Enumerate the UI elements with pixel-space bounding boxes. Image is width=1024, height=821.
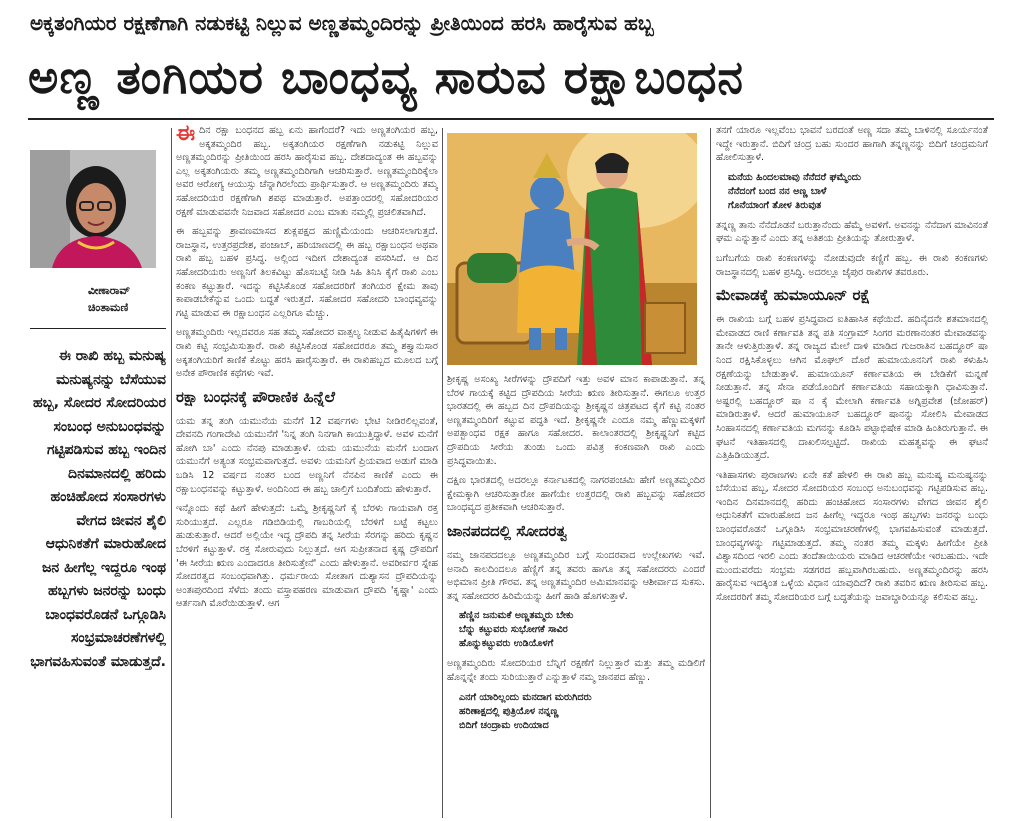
drop-cap: ಈ	[176, 124, 196, 146]
author-name: ವೀಣಾರಾವ್	[88, 284, 131, 297]
paragraph: ಯಮ ತನ್ನ ತಂಗಿ ಯಮುನೆಯ ಮನೆಗೆ 12 ವರ್ಷಗಳು ಭೇಟಿ ನೀಡಿರಲಿಲ್ಲವಂತೆ, ದೇವನದಿ ಗಂಗಾದೇವಿ ಯಮುನೆಗೆ 'ನಿನ್ನ ತಂಗಿ ನಿನಗಾಗಿ ಕಾಯುತ್ತಿದ್ದಾಳೆ. ಅವಳ ಮನೆಗೆ ಹೋಗಿ ಬಾ' ಎಂದು ನೆನಪು ಮಾಡುತ್ತಾಳೆ. ಯಮ ಯಮುನೆಯ ಮನೆಗೆ ಬಂದಾಗ ಯಮುನೆಗೆ ಅತ್ಯಂತ ಸಂಭ್ರಮವಾಗುತ್ತದೆ. ಅವಳು ಯಮನಿಗೆ ಪ್ರಿಯವಾದ ಅಡುಗೆ ಮಾಡಿ ಬಡಿಸಿ 12 ವರ್ಷದ ನಂತರ ಬಂದ ಅಣ್ಣನಿಗೆ ನೆನಪಿನ ಕಾಣಿಕೆ ಎಂದು ಈ ರಕ್ಷಾಬಂಧನವನ್ನು ಕಟ್ಟುತ್ತಾಳೆ. ಅಂದಿನಿಂದ ಈ ಹಬ್ಬ ಚಾಲ್ತಿಗೆ ಬಂದಿತೆಂದು ಹೇಳುತ್ತಾರೆ.	[176, 415, 438, 495]
paragraph: ಈ ಹಬ್ಬವನ್ನು ಶ್ರಾವಣಮಾಸದ ಶುಕ್ಲಪಕ್ಷದ ಹುಣ್ಣಿಮೆಯಂದು ಆಚರಿಸಲಾಗುತ್ತದೆ. ರಾಜಸ್ಥಾನ, ಉತ್ತರಪ್ರದೇಶ, ಪಂಜಾಬ್, ಹರಿಯಾಣದಲ್ಲಿ ಈ ಹಬ್ಬ ರಕ್ಷಾಬಂಧನ ಅಥವಾ ರಾಖಿ ಹಬ್ಬ ಬಹಳ ಪ್ರಸಿದ್ಧ. ಅಲ್ಲಿಂದ ಇದೀಗ ದೇಶಾದ್ಯಂತ ಪಸರಿಸಿದೆ. ಆ ದಿನ ಸಹೋದರಿಯರು ಅಣ್ಣನಿಗೆ ತಿಲಕವಿಟ್ಟು ಹೊಸಬಟ್ಟೆ ನೀಡಿ ಸಿಹಿ ತಿನಿಸಿ ಕೈಗೆ ರಾಖಿ ಎಂಬ ಕಂಕಣ ಕಟ್ಟುತ್ತಾರೆ. ಇದನ್ನು ಕಟ್ಟಿಸಿಕೊಂಡ ಸಹೋದರರಿಗೆ ತಂಗಿಯರ ಕ್ಷೇಮ ತಾವು ಕಾಪಾಡಬೇಕೆನ್ನುವ ಒಂದು ಬದ್ಧತೆ ಇರುತ್ತದೆ. ಸಹೋದರ ಸಹೋದರಿ ಬಾಂಧವ್ಯವನ್ನು ಗಟ್ಟಿ ಮಾಡುವ ಈ ರಕ್ಷಾಬಂಧನ ಎಲ್ಲರಿಗೂ ಮೆಚ್ಚು.	[176, 226, 438, 319]
folk-verse	[728, 171, 988, 213]
folk-verse	[459, 691, 705, 733]
article-column-2	[447, 373, 705, 818]
paragraph: ಅಣ್ಣತಮ್ಮಂದಿರು ಇಲ್ಲದವರೂ ಸಹ ತಮ್ಮ ಸಹೋದರ ವಾತ್ಸಲ್ಯ ನೀಡುವ ಹಿತೈಷಿಗಳಿಗೆ ಈ ರಾಖಿ ಕಟ್ಟಿ ಸಂಭ್ರಮಿಸುತ್ತಾರೆ. ರಾಖಿ ಕಟ್ಟಿಸಿಕೊಂಡ ಸಹೋದರರೂ ತಮ್ಮ ಶಕ್ತ್ಯಾನುಸಾರ ಅಕ್ಕತಂಗಿಯರಿಗೆ ಕಾಣಿಕೆ ಕೊಟ್ಟು ಹರಸಿ ಹಾರೈಸುತ್ತಾರೆ. ಈ ರಾಖಿಹಬ್ಬದ ಮೂಲದ ಬಗ್ಗೆ ಅನೇಕ ಪೌರಾಣಿಕ ಕಥೆಗಳು ಇವೆ.	[176, 327, 438, 380]
verse-line: ಬಿದಿಗೆ ಚಂದ್ರಾಮ ಉದಿಯಾದ	[459, 719, 549, 731]
paragraph: ಶ್ರೀಕೃಷ್ಣ ಅಸಂಖ್ಯ ಸೀರೆಗಳನ್ನು ದ್ರೌಪದಿಗೆ ಇತ್ತು ಅವಳ ಮಾನ ಕಾಪಾಡುತ್ತಾನೆ. ತನ್ನ ಬೆರಳ ಗಾಯಕ್ಕೆ ಕಟ್ಟಿದ ದ್ರೌಪದಿಯ ಸೀರೆಯ ಋಣ ತೀರಿಸುತ್ತಾನೆ. ಈಗಲೂ ಉತ್ತರ ಭಾರತದಲ್ಲಿ ಈ ಹಬ್ಬದ ದಿನ ದ್ರೌಪದಿಯನ್ನು ಶ್ರೀಕೃಷ್ಣನ ಚಿತ್ರಪಟದ ಕೈಗೆ ಕಟ್ಟಿ ನಂತರ ಅಣ್ಣತಮ್ಮಂದಿರಿಗೆ ಕಟ್ಟುವ ಪದ್ಧತಿ ಇದೆ. ಶ್ರೀಕೃಷ್ಣನೇ ಎಂದೂ ನಮ್ಮ ಹೆಣ್ಣುಮಕ್ಕಳಿಗೆ ಅಪತ್ಬಾಂಧವ ರಕ್ಷಕ ಹಾಗೂ ಸಹೋದರ. ಕಾಲಾಂತರದಲ್ಲಿ ಶ್ರೀಕೃಷ್ಣನಿಗೆ ಕಟ್ಟಿದ ದ್ರೌಪದಿಯ ಸೀರೆಯ ತುಂಡು ಒಂದು ಪವಿತ್ರ ಕಂಕಣವಾಗಿ ರಾಖಿ ಎಂದು ಪ್ರಸಿದ್ಧವಾಯಿತು.	[447, 374, 705, 467]
paragraph	[176, 124, 438, 219]
column-divider	[710, 128, 711, 818]
verse-line: ನೆನೆದಂಗೆ ಬಂದ ನನ ಅಣ್ಣ ಬಾಳೆ	[728, 185, 827, 197]
article-headline: ಅಣ್ಣ ತಂಗಿಯರ ಬಾಂಧವ್ಯ ಸಾರುವ ರಕ್ಷಾಬಂಧನ	[28, 50, 744, 104]
verse-line: ಮನೆಯ ಹಿಂದಲಮಾವು ನೆನೆದರೆ ಘಮ್ಮೆಂದು	[728, 171, 862, 183]
column-divider	[442, 128, 443, 818]
author-byline	[88, 282, 188, 316]
article-column-3	[716, 124, 988, 818]
section-subhead: ಮೇವಾಡಕ್ಕೆ ಹುಮಾಯೂನ್ ರಕ್ಷೆ	[716, 286, 871, 305]
folk-verse	[459, 609, 705, 651]
illustration-image	[447, 133, 697, 365]
author-portrait-icon	[30, 150, 156, 268]
author-place: ಚಿಂತಾಮಣಿ	[88, 301, 129, 314]
article-column-1	[176, 124, 438, 818]
paragraph: ಅಣ್ಣತಮ್ಮಂದಿರು ಸೋದರಿಯರ ಬೆನ್ನಿಗೆ ರಕ್ಷಣೆಗೆ ನಿಲ್ಲುತ್ತಾರೆ ಮತ್ತು ತಮ್ಮ ಮಡಿಲಿಗೆ ಹೊನ್ನನ್ನೇ ತಂದು ಸುರಿಯುತ್ತಾರೆ ಎನ್ನುತ್ತಾಳೆ ನಮ್ಮ ಜಾನಪದ ಹೆಣ್ಣು.	[447, 658, 705, 683]
paragraph: ನಮ್ಮ ಜಾನಪದದಲ್ಲೂ ಅಣ್ಣತಮ್ಮಂದಿರ ಬಗ್ಗೆ ಸುಂದರವಾದ ಉಲ್ಲೇಖಗಳು ಇವೆ. ಅನಾದಿ ಕಾಲದಿಂದಲೂ ಹೆಣ್ಣಿಗೆ ತನ್ನ ತವರು ಹಾಗೂ ತನ್ನ ಸಹೋದರರು ಎಂದರೆ ಅಭಿಮಾನ ಪ್ರೀತಿ ಗೌರವ. ತನ್ನ ಅಣ್ಣತಮ್ಮಂದಿರ ಅಮಿಮಾನವನ್ನು ಆಶೀರ್ವಾದ ಸುಕಸು. ತನ್ನ ಸಹೋದರರ ಹಿರಿಮೆಯನ್ನು ಹೀಗೆ ಹಾಡಿ ಹೊಗಳುತ್ತಾಳೆ.	[447, 549, 705, 602]
paragraph: ಇನ್ನೊಂದು ಕಥೆ ಹೀಗೆ ಹೇಳುತ್ತದೆ: ಒಮ್ಮೆ ಶ್ರೀಕೃಷ್ಣನಿಗೆ ಕೈ ಬೆರಳು ಗಾಯವಾಗಿ ರಕ್ತ ಸುರಿಯುತ್ತದೆ. ಎಲ್ಲರೂ ಗಡಿಬಿಡಿಯಲ್ಲಿ ಗಾಬರಿಯಲ್ಲಿ ಬೆರಳಿಗೆ ಬಟ್ಟೆ ಕಟ್ಟಲು ಹುಡುಕುತ್ತಾರೆ. ಆದರೆ ಅಲ್ಲಿಯೇ ಇದ್ದ ದ್ರೌಪದಿ ತನ್ನ ಸೀರೆಯ ಸೆರಗನ್ನು ಹರಿದು ಕೃಷ್ಣನ ಬೆರಳಿಗೆ ಕಟ್ಟುತ್ತಾಳೆ. ರಕ್ತ ಸೋರುವುದು ನಿಲ್ಲುತ್ತದೆ. ಆಗ ಸುಪ್ರೀತನಾದ ಕೃಷ್ಣ ದ್ರೌಪದಿಗೆ 'ಈ ಸೀರೆಯ ಋಣ ಎಂದಾದರೂ ತೀರಿಸುತ್ತೇನೆ' ಎಂದು ಹೇಳುತ್ತಾನೆ. ಅವರೀರ್ವರ ಸ್ನೇಹ ಸೋದರತ್ವದ ಸಂಬಂಧವಾಗಿತ್ತು. ಧರ್ಮರಾಯ ಸೋತಾಗ ದುಶ್ಯಾಸನ ದ್ರೌಪದಿಯನ್ನು ಅಂತಃಪುರದಿಂದ ಸೆಳೆದು ತಂದು ವಸ್ತ್ರಾಪಹರಣ ಮಾಡುವಾಗ ದ್ರೌಪದಿ 'ಕೃಷ್ಣಾ' ಎಂದು ಆರ್ತನಾಗಿ ಮೊರೆಯಿಡುತ್ತಾಳೆ. ಆಗ	[176, 503, 438, 610]
verse-line: ಹೆಣ್ಣಿನ ಜನುಮಕೆ ಅಣ್ಣತಮ್ಮರು ಬೇಕು	[459, 610, 574, 622]
headline-rule	[28, 118, 994, 120]
article-kicker: ಅಕ್ಕತಂಗಿಯರ ರಕ್ಷಣೆಗಾಗಿ ನಡುಕಟ್ಟಿ ನಿಲ್ಲುವ ಅಣ್ಣತಮ್ಮಂದಿರನ್ನು ಪ್ರೀತಿಯಿಂದ ಹರಸಿ ಹಾರೈಸುವ ಹಬ್ಬ	[30, 11, 654, 35]
paragraph: ಈ ರಾಖಿಯ ಬಗ್ಗೆ ಬಹಳ ಪ್ರಸಿದ್ಧವಾದ ಐತಿಹಾಸಿಕ ಕಥೆಯಿದೆ. ಹದಿನೈದನೇ ಶತಮಾನದಲ್ಲಿ ಮೇವಾಡದ ರಾಣಿ ಕರ್ಣಾವತಿ ತನ್ನ ಪತಿ ಸಂಗ್ರಾಮ್ ಸಿಂಗರ ಮರಣಾನಂತರ ಮೇವಾಡವನ್ನು ತಾನೇ ಆಳುತ್ತಿರುತ್ತಾಳೆ. ತನ್ನ ರಾಜ್ಯದ ಮೇಲೆ ದಾಳಿ ಮಾಡಿದ ಗುಜರಾತಿನ ಬಹದ್ದೂರ್ ಷಾ ನಿಂದ ರಕ್ಷಿಸಿಕೊಳ್ಳಲು ಆಗಿನ ಮೊಘಲ್ ದೊರೆ ಹುಮಾಯೂನನಿಗೆ ರಾಖಿ ಕಳುಹಿಸಿ ರಕ್ಷಣೆಯನ್ನು ಬೇಡುತ್ತಾಳೆ. ಹುಮಾಯೂನ್ ಕರ್ಣಾವತಿಯ ಈ ಬೇಡಿಕೆಗೆ ಮನ್ನಣೆ ನೀಡುತ್ತಾನೆ. ತನ್ನ ಸೇನಾ ಪಡೆಯೊಂದಿಗೆ ಕರ್ಣಾವತಿಯ ಸಹಾಯಕ್ಕಾಗಿ ಧಾವಿಸುತ್ತಾನೆ. ಅಷ್ಟರಲ್ಲಿ ಬಹದ್ದೂರ್ ಷಾ ನ ಕೈ ಮೇಲಾಗಿ ಕರ್ಣಾವತಿ ಅಗ್ನಿಪ್ರವೇಶ (ಜೋಹರ್) ಮಾಡಿರುತ್ತಾಳೆ. ಆದರೆ ಹುಮಾಯೂನ್ ಬಹದ್ದೂರ್ ಷಾನನ್ನು ಸೋಲಿಸಿ ಮೇವಾಡದ ಸಿಂಹಾಸನದಲ್ಲಿ ಕರ್ಣಾವತಿಯ ಮಗನನ್ನು ಕೂಡಿಸಿ ಪಟ್ಟಾಭಿಷೇಕ ಮಾಡಿ ಹಿಂತಿರುಗುತ್ತಾನೆ. ಈ ಘಟನೆ ಇತಿಹಾಸದಲ್ಲಿ ದಾಖಲಿಸಲ್ಪಟ್ಟಿದೆ. ರಾಖಿಯ ಮಹತ್ವವನ್ನು ಈ ಘಟನೆ ಎತ್ತಿಹಿಡಿಯುತ್ತದೆ.	[716, 314, 988, 462]
verse-line: ಹೊನ್ನುಕಟ್ಟುವರು ಉಡಿಯೊಳಗೆ	[459, 638, 554, 650]
verse-line: ಗೊನೆಯಾಂಗೆ ತೋಳ ತಿರುವುತ	[728, 199, 822, 211]
section-subhead: ರಕ್ಷಾ ಬಂಧನಕ್ಕೆ ಪೌರಾಣಿಕ ಹಿನ್ನೆಲೆ	[176, 387, 335, 406]
verse-line: ಹರಿಣಾಕ್ಷದಲ್ಲಿ ಪುತ್ರಿಯೊಳ ನನ್ನಣ್ಣ	[459, 705, 559, 717]
verse-line: ಎನಗೆ ಯಾರಿಲ್ಲಂದು ಮನದಾಗ ಮರುಗಿದರು	[459, 691, 592, 703]
sidebar-pull-quote: ಈ ರಾಖಿ ಹಬ್ಬ ಮನುಷ್ಯ ಮನುಷ್ಯನನ್ನು ಬೆಸೆಯುವ ಹಬ್ಬ, ಸೋದರ ಸೋದರಿಯರ ಸಂಬಂಧ ಅನುಬಂಧವನ್ನು ಗಟ್ಟಿಪಡಿಸುವ ಹಬ್ಬ ಇಂದಿನ ದಿನಮಾನದಲ್ಲಿ ಹರಿದು ಹಂಚಿಹೋದ ಸಂಸಾರಗಳು ವೇಗದ ಜೀವನ ಶೈಲಿ ಆಧುನಿಕತೆಗೆ ಮಾರುಹೋದ ಜನ ಹೀಗೆಲ್ಲ ಇದ್ದರೂ ಇಂಥ ಹಬ್ಬಗಳು ಜನರನ್ನು ಬಂಧು ಬಾಂಧವರೊಡನೆ ಒಗ್ಗೂಡಿಸಿ ಸಂಭ್ರಮಾಚರಣೆಗಳಲ್ಲಿ ಭಾಗವಹಿಸುವಂತೆ ಮಾಡುತ್ತದೆ.	[30, 348, 166, 670]
column-divider	[171, 128, 172, 818]
sidebar-rule	[30, 328, 166, 329]
paragraph: ಬಗೆಬಗೆಯ ರಾಖಿ ಕಂಕಣಗಳನ್ನು ನೋಡುವುದೇ ಕಣ್ಣಿಗೆ ಹಬ್ಬ. ಈ ರಾಖಿ ಕಂಕಣಗಳು ರಾಜಸ್ಥಾನದಲ್ಲಿ ಬಹಳ ಪ್ರಸಿದ್ಧಿ. ಅದರಲ್ಲೂ ಜೈಪುರ ರಾಖಿಗಳ ತವರೂರು.	[716, 252, 988, 278]
paragraph: ತನ್ನಣ್ಣ ತಾನು ನೆನೆದೊಡನೆ ಬರುತ್ತಾನೆಂದು ಹೆಮ್ಮೆ ಅವಳಿಗೆ. ಅವನನ್ನು ನೆನೆದಾಗ ಮಾವಿನಂತೆ ಘಮ ಎನ್ನುತ್ತಾನೆ ಎಂದು ತನ್ನ ಅತಿಶಯ ಪ್ರೀತಿಯನ್ನು ತೋರುತ್ತಾಳೆ.	[716, 219, 988, 245]
paragraph: ದಕ್ಷಿಣ ಭಾರತದಲ್ಲಿ ಅದರಲ್ಲೂ ಕರ್ನಾಟಕದಲ್ಲಿ ನಾಗರಪಂಚಮಿ ಹೇಗೆ ಅಣ್ಣತಮ್ಮಂದಿರ ಕ್ಷೇಮಕ್ಕಾಗಿ ಆಚರಿಸುತ್ತಾರೋ ಹಾಗೆಯೇ ಉತ್ತರದಲ್ಲಿ ರಾಖಿ ಹಬ್ಬವನ್ನು ಸಹೋದರ ಬಾಂಧವ್ಯದ ಪ್ರತೀಕವಾಗಿ ಆಚರಿಸುತ್ತಾರೆ.	[447, 475, 705, 514]
section-subhead: ಜಾನಪದದಲ್ಲಿ ಸೋದರತ್ವ	[447, 521, 567, 540]
krishna-draupadi-illustration	[447, 133, 697, 365]
paragraph: ಇತಿಹಾಸಗಳು ಪುರಾಣಗಳು ಏನೇ ಕತೆ ಹೇಳಲಿ ಈ ರಾಖಿ ಹಬ್ಬ ಮನುಷ್ಯ ಮನುಷ್ಯನನ್ನು ಬೆಸೆಯುವ ಹಬ್ಬ, ಸೋದರ ಸೋದರಿಯರ ಸಂಬಂಧ ಅನುಬಂಧವನ್ನು ಗಟ್ಟಿಪಡಿಸುವ ಹಬ್ಬ. ಇಂದಿನ ದಿನಮಾನದಲ್ಲಿ ಹರಿದು ಹಂಚಿಹೋದ ಸಂಸಾರಗಳು ವೇಗದ ಜೀವನ ಶೈಲಿ ಆಧುನಿಕತೆಗೆ ಮಾರುಹೋದ ಜನ ಹೀಗೆಲ್ಲ ಇದ್ದರೂ ಇಂಥ ಹಬ್ಬಗಳು ಜನರನ್ನು ಬಂಧು ಬಾಂಧವರೊಡನೆ ಒಗ್ಗೂಡಿಸಿ ಸಂಭ್ರಮಾಚರಣೆಗಳಲ್ಲಿ ಭಾಗವಹಿಸುವಂತೆ ಮಾಡುತ್ತದೆ. ಬಾಂಧವ್ಯಗಳನ್ನು ಗಟ್ಟಿಮಾಡುತ್ತದೆ. ತಮ್ಮ ನಂತರ ತಮ್ಮ ಮಕ್ಕಳು ಹೀಗೆಯೇ ಪ್ರೀತಿ ವಿಶ್ವಾಸದಿಂದ ಇರಲಿ ಎಂದು ತಂದೆತಾಯಿಯರು ಮಾಡಿದ ಆಚರಣೆಯೇ ಇರಬಹುದು. ಇದೇ ಮುಂದುವರೆದು ಸಂಭ್ರಮ ಸಡಗರದ ಹಬ್ಬವಾಗಿರಬಹುದು. ಅಣ್ಣತಮ್ಮಂದಿರನ್ನು ಹರಸಿ ಹಾರೈಸುವ ಇದಕ್ಕಿಂತ ಒಳ್ಳೆಯ ವಿಧಾನ ಯಾವುದಿದೆ? ರಾಖಿ ತವರಿನ ಋಣ ತೀರಿಸುವ ಹಬ್ಬ. ಸೋದರರಿಗೆ ತಮ್ಮ ಸೋದರಿಯರ ಬಗ್ಗೆ ಬದ್ಧತೆಯನ್ನು ಜವಾಬ್ದಾರಿಯನ್ನೂ ಕಲಿಸುವ ಹಬ್ಬ.	[716, 469, 988, 604]
verse-line: ಬೆನ್ನು ಕಟ್ಟುವರು ಸುಭೋಗಕೆ ಸಾವಿರ	[459, 624, 568, 636]
paragraph-text: ದಿನ ರಕ್ಷಾ ಬಂಧನದ ಹಬ್ಬ ಏನು ಹಾಗೆಂದರೆ? ಇದು ಅಣ್ಣತಂಗಿಯರ ಹಬ್ಬ, ಅಕ್ಕತಮ್ಮಂದಿರ ಹಬ್ಬ. ಅಕ್ಕತಂಗಿಯರ ರಕ್ಷಣೆಗಾಗಿ ನಡುಕಟ್ಟಿ ನಿಲ್ಲುವ ಅಣ್ಣತಮ್ಮಂದಿರನ್ನು ಪ್ರೀತಿಯಿಂದ ಹರಸಿ ಹಾರೈಸುವ ಹಬ್ಬ. ದೇಶದಾದ್ಯಂತ ಈ ಹಬ್ಬವನ್ನು ಎಲ್ಲ ಅಕ್ಕತಂಗಿಯರು ತಮ್ಮ ಅಣ್ಣತಮ್ಮಂದಿರಿಗಾಗಿ ಆಚರಿಸುತ್ತಾರೆ. ಅಣ್ಣತಮ್ಮಂದಿರಿಕ್ಕೆಲಾ ಅವರ ಆರೋಗ್ಯ ಆಯುಸ್ಸು ಚೆನ್ನಾಗಿರಲೆಂದು ಪ್ರಾರ್ಥಿಸುತ್ತಾರೆ. ಆ ಅಣ್ಣತಮ್ಮಂದಿರು ತಮ್ಮ ಸಹೋದರಿಯರ ರಕ್ಷಣೆಗಾಗಿ ಶಪಥ ಮಾಡುತ್ತಾರೆ. ಅಪತ್ತಾಂದರಲ್ಲಿ ಸಹೋದರಿಯರ ರಕ್ಷಣೆ ಮಾಡುವವನೇ ನಿಜವಾದ ಸಹೋದರ ಎಂಬ ಮಾತು ನಮ್ಮಲ್ಲಿ ಪ್ರಚಲಿತವಾಗಿದೆ.	[176, 125, 438, 218]
author-photo	[30, 150, 156, 268]
paragraph: ತನಗೆ ಯಾರೂ ಇಲ್ಲವೆಂಬ ಭಾವನೆ ಬರದಂತೆ ಅಣ್ಣ ಸದಾ ತಮ್ಮ ಬಾಳಿನಲ್ಲಿ ಸೂರ್ಯನಂತೆ ಇದ್ದೇ ಇರುತ್ತಾನೆ. ಬಿದಿಗೆ ಚಂದ್ರ ಬಹು ಸುಂದರ ಹಾಗಾಗಿ ತನ್ನಣ್ಣನನ್ನು ಬಿದಿಗೆ ಚಂದ್ರಮನಿಗೆ ಹೋಲಿಸುತ್ತಾಳೆ.	[716, 125, 988, 164]
